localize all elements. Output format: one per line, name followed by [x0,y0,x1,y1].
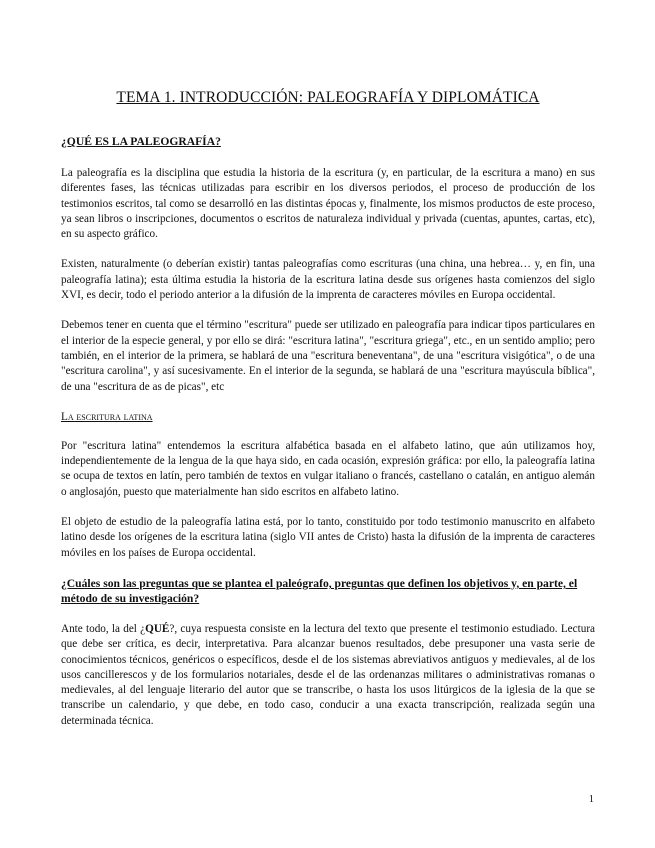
section-heading-preguntas: ¿Cuáles son las preguntas que se plantea el paleógrafo, preguntas que definen los objetivos y, en parte, el método de su investigación? [61,576,578,605]
page-number: 1 [588,794,594,805]
paragraph-escritura-latina: Por "escritura latina" entendemos la escritura alfabética basada en el alfabeto latino, que aún utilizamos hoy, independientemente de la lengua de la que haya sido, en cada ocasión, expresión gráfica: por ello, la paleografía latina se ocupa de textos en latín, pero también de textos en vulgar italiano o francés, castellano o catalán, en antiguo alemán o anglosajón, puesto que materialmente han sido escritos en alfabeto latino. [61,439,595,498]
paragraph-objeto-estudio: El objeto de estudio de la paleografía latina está, por lo tanto, constituido por todo testimonio manuscrito en alfabeto latino desde los orígenes de la escritura latina (siglo VII antes de Cristo) hasta la difusión de la imprenta de caracteres móviles en los países de Europa occidental. [61,516,595,559]
paragraph-definicion: La paleografía es la disciplina que estudia la historia de la escritura (y, en particular, de la escritura a mano) en sus diferentes fases, las técnicas utilizadas para escribir en los diversos periodos, el proceso de producción de los testimonios escritos, tal como se desarrolló en las distintas épocas y, finalmente, los mismos productos de este proceso, ya sean libros o inscripciones, documentos o escritos de naturaleza individual y privada (cuentas, apuntes, cartas, etc), en su aspecto gráfico. [61,167,595,241]
paragraph-paleografias: Existen, naturalmente (o deberían existir) tantas paleografías como escrituras (una china, una hebrea… y, en fin, una paleografía latina); esta última estudia la historia de la escritura latina desde sus orígenes hasta comienzos del siglo XVI, es decir, todo el periodo anterior a la difusión de la imprenta de caracteres móviles en Europa occidental. [61,258,595,302]
page-title: TEMA 1. INTRODUCCIÓN: PALEOGRAFÍA Y DIPLOMÁTICA [116,89,540,106]
paragraph-termino-escritura: Debemos tener en cuenta que el término "escritura" puede ser utilizado en paleografía para indicar tipos particulares en el interior de la especie general, y por ello se dirá: "escritura latina", "escritura griega", etc., en un sentido amplio; pero también, en el interior de la primera, se hablará de una "escritura beneventana", de una "escritura visigótica", o de una "escritura carolina", y así sucesivamente. En el interior de la segunda, se hablará de una "escritura mayúscula bíblica", de una "escritura de as de picas", etc [61,319,595,393]
paragraph-que: Ante todo, la del ¿QUÉ?, cuya respuesta consiste en la lectura del texto que presente el testimonio estudiado. Lectura que debe ser crítica, es decir, interpretativa. Para alcanzar buenos resultados, debe presuponer una vasta serie de conocimientos técnicos, genéricos o específicos, desde el de los sistemas abreviativos antiguos y medievales, al de los usos cancillerescos y de los formularios notariales, desde el de las ordenanzas militares o administrativas romanas o medievales, al del lenguaje literario del autor que se transcribe, o hasta los usos litúrgicos de la iglesia de la que se transcribe un calendario, y que debe, en todo caso, conducir a una exacta transcripción, realizada según una determinada técnica. [61,622,596,727]
section-heading-que-es-paleografia: ¿QUÉ ES LA PALEOGRAFÍA? [61,135,221,148]
section-heading-escritura-latina: La escritura latina [61,410,153,423]
emphasis-que: QUÉ [145,622,170,635]
document-body [61,88,595,744]
